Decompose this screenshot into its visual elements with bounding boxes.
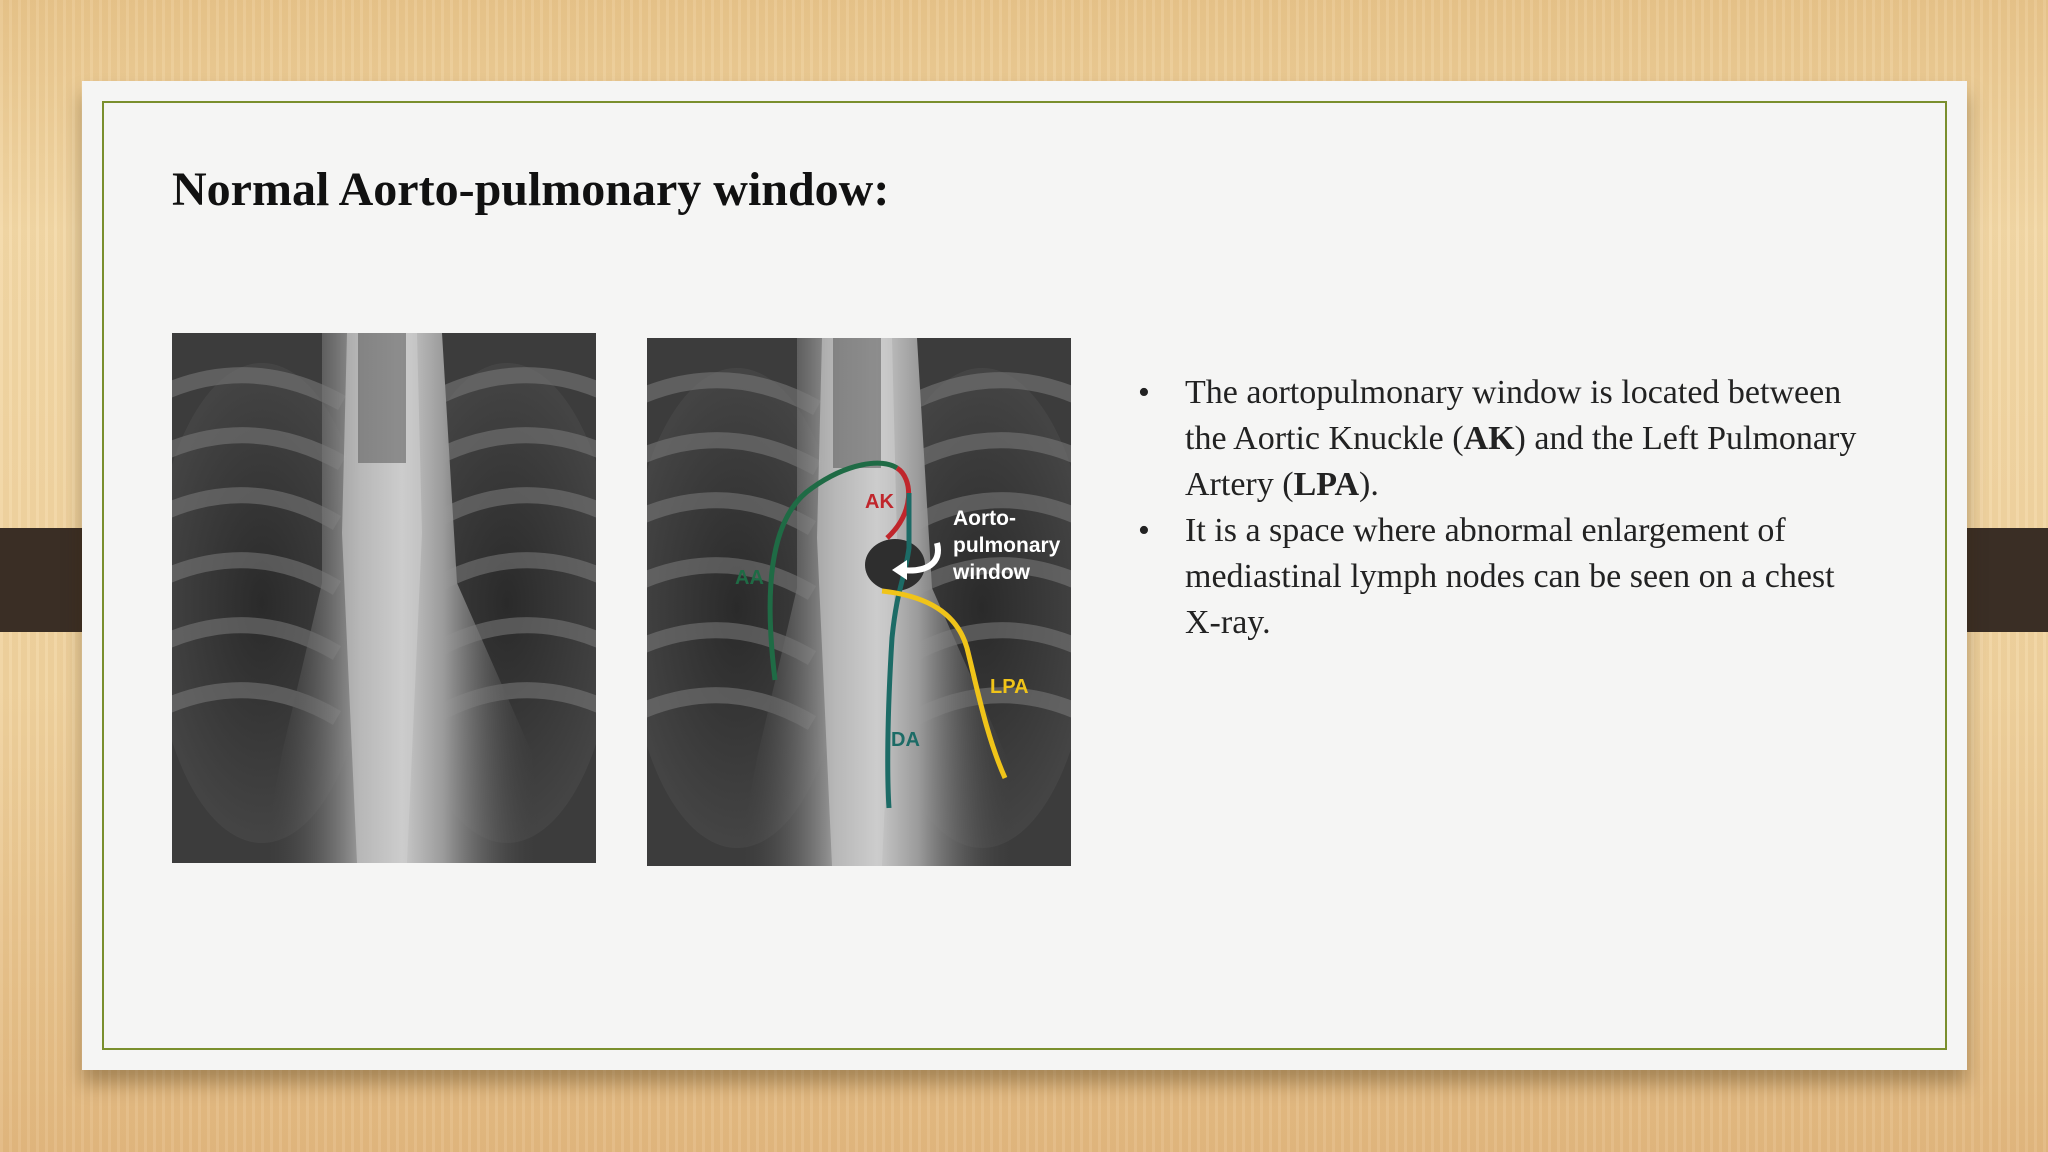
label-window-2: pulmonary [953,534,1061,557]
bullet-item [1138,508,1858,646]
label-aa: AA [735,567,764,589]
bullet-item [1138,370,1858,508]
bullet-text: It is a space where abnormal enlargement of mediastinal lymph nodes can be seen on a chest X-ray. [1185,512,1844,641]
abbr-lpa: LPA [1293,466,1360,503]
label-da: DA [891,729,920,751]
chest-xray-image [172,333,596,863]
label-window-1: Aorto- [953,507,1016,530]
bullet-dot-icon: • [1138,374,1150,411]
label-window-3: window [953,561,1030,584]
slide-title: Normal Aorto-pulmonary window: [172,163,890,216]
bullet-text: The aortopulmonary window is located between the Aortic Knuckle (AK) and the Left Pulmonary Artery (LPA). [1185,374,1857,503]
bullet-dot-icon: • [1138,512,1150,549]
bullet-list [1138,370,1858,646]
abbr-ak: AK [1463,420,1515,457]
label-lpa: LPA [990,676,1029,698]
label-ak: AK [865,491,894,513]
annotated-chest-xray-image [647,338,1071,866]
